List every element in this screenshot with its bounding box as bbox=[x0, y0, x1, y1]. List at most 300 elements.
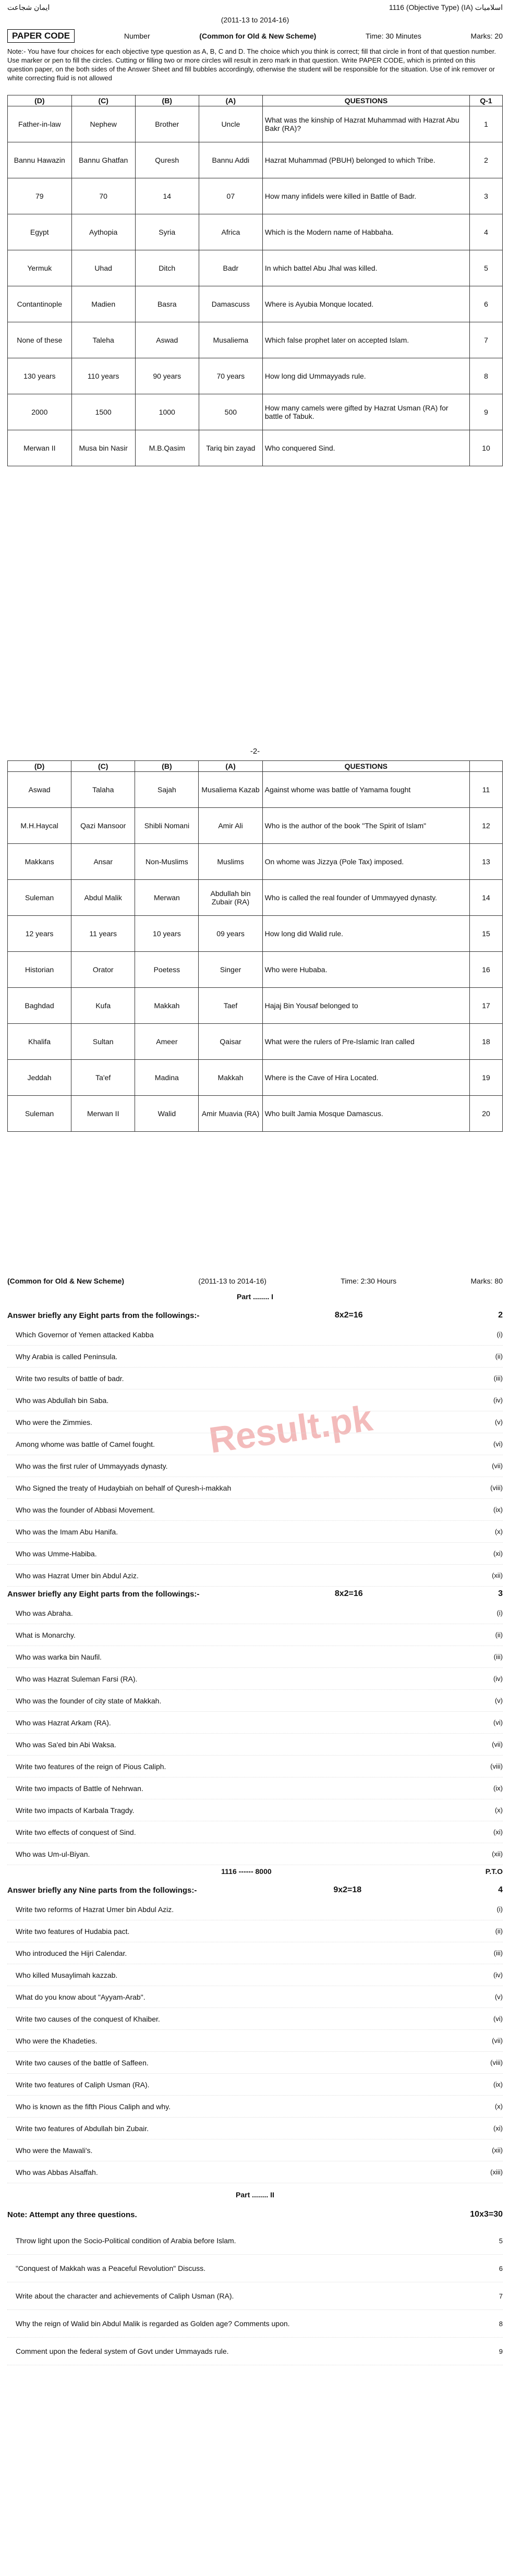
short-question-item bbox=[7, 2030, 503, 2052]
option-a: 500 bbox=[199, 394, 262, 430]
option-c: Ansar bbox=[71, 844, 135, 880]
option-d: 130 years bbox=[8, 358, 72, 394]
q4-heading: Answer briefly any Nine parts from the followings:- 9x2=18 4 bbox=[7, 1885, 503, 1895]
option-c: Taleha bbox=[71, 322, 135, 358]
short-question-item bbox=[7, 1821, 503, 1843]
col-qnum: Q-1 bbox=[470, 95, 503, 106]
mcq-table-1 bbox=[7, 95, 503, 466]
marks-label: Marks: 20 bbox=[470, 32, 503, 40]
item-numeral: (v) bbox=[494, 1697, 503, 1704]
short-question-item bbox=[7, 1777, 503, 1799]
part-2-note-line bbox=[7, 2207, 503, 2222]
question-number: 15 bbox=[469, 916, 502, 952]
short-question-text: Who was Hazrat Arkam (RA). bbox=[16, 1718, 111, 1727]
option-d: Jeddah bbox=[8, 1060, 71, 1096]
long-question-text: Why the reign of Walid bin Abdul Malik is regarded as Golden age? Comments upon. bbox=[16, 2319, 290, 2328]
short-question-text: Write two causes of the battle of Saffeen. bbox=[16, 2058, 149, 2067]
item-numeral: (ii) bbox=[495, 1352, 503, 1360]
mcq-row bbox=[8, 322, 503, 358]
short-question-text: Write two reforms of Hazrat Umer bin Abdul Aziz. bbox=[16, 1905, 174, 1914]
question-number: 10 bbox=[470, 430, 503, 466]
item-numeral: (vi) bbox=[493, 2015, 503, 2023]
question-number: 7 bbox=[470, 322, 503, 358]
option-b: Ameer bbox=[135, 1024, 199, 1060]
option-b: Madina bbox=[135, 1060, 199, 1096]
option-a: Singer bbox=[199, 952, 262, 988]
question-number: 8 bbox=[470, 358, 503, 394]
q3-list bbox=[7, 1602, 503, 1865]
option-c: Abdul Malik bbox=[71, 880, 135, 916]
short-question-text: Who was Abraha. bbox=[16, 1609, 73, 1617]
short-question-text: Who was Abdullah bin Saba. bbox=[16, 1396, 109, 1405]
option-c: Bannu Ghatfan bbox=[71, 142, 135, 178]
question-number: 6 bbox=[499, 2264, 503, 2272]
long-question-item bbox=[7, 2310, 503, 2338]
option-c: 110 years bbox=[71, 358, 135, 394]
option-b: 14 bbox=[135, 178, 199, 214]
q2-heading: Answer briefly any Eight parts from the followings:- 8x2=16 2 bbox=[7, 1311, 503, 1320]
short-question-text: Who was the founder of city state of Makkah. bbox=[16, 1696, 162, 1705]
short-question-item bbox=[7, 2139, 503, 2161]
short-question-text: Write two features of the reign of Pious Caliph. bbox=[16, 1762, 166, 1771]
question-text: How long did Ummayyads rule. bbox=[262, 358, 469, 394]
question-number: 5 bbox=[499, 2236, 503, 2245]
col-b: (B) bbox=[135, 95, 199, 106]
option-a: Muslims bbox=[199, 844, 262, 880]
short-question-text: Who were the Khadeties. bbox=[16, 2036, 98, 2045]
watermark: Result.pk bbox=[207, 1397, 375, 1461]
option-c: Uhad bbox=[71, 250, 135, 286]
short-question-text: Who was the first ruler of Ummayyads dynasty. bbox=[16, 1461, 168, 1470]
option-b: Syria bbox=[135, 214, 199, 250]
short-question-item bbox=[7, 1690, 503, 1712]
question-text: What was the kinship of Hazrat Muhammad with Hazrat Abu Bakr (RA)? bbox=[262, 106, 469, 142]
option-c: Sultan bbox=[71, 1024, 135, 1060]
item-numeral: (iv) bbox=[493, 1971, 503, 1979]
q3-marks: 8x2=16 bbox=[334, 1589, 363, 1598]
option-a: Makkah bbox=[199, 1060, 262, 1096]
short-question-item bbox=[7, 1799, 503, 1821]
short-question-item bbox=[7, 1565, 503, 1587]
question-number: 9 bbox=[499, 2347, 503, 2355]
question-number: 4 bbox=[470, 214, 503, 250]
col-a: (A) bbox=[199, 761, 262, 772]
option-c: Musa bin Nasir bbox=[71, 430, 135, 466]
short-question-text: Who was Hazrat Suleman Farsi (RA). bbox=[16, 1674, 138, 1683]
question-text: Which false prophet later on accepted Islam. bbox=[262, 322, 469, 358]
option-c: Kufa bbox=[71, 988, 135, 1024]
short-question-text: Why Arabia is called Peninsula. bbox=[16, 1352, 118, 1361]
mcq-row bbox=[8, 1096, 503, 1132]
mcq-row bbox=[8, 952, 503, 988]
short-question-item bbox=[7, 1920, 503, 1942]
question-number: 20 bbox=[469, 1096, 502, 1132]
question-text: Who conquered Sind. bbox=[262, 430, 469, 466]
q3-heading: Answer briefly any Eight parts from the followings:- 8x2=16 3 bbox=[7, 1589, 503, 1599]
item-numeral: (viii) bbox=[490, 2059, 503, 2066]
pto-label: P.T.O bbox=[485, 1867, 503, 1876]
question-text: Hazrat Muhammad (PBUH) belonged to which Tribe. bbox=[262, 142, 469, 178]
item-numeral: (ii) bbox=[495, 1631, 503, 1639]
short-question-text: Write two effects of conquest of Sind. bbox=[16, 1828, 136, 1836]
item-numeral: (ii) bbox=[495, 1927, 503, 1935]
short-question-item bbox=[7, 1712, 503, 1734]
short-question-item bbox=[7, 1368, 503, 1389]
mcq-row bbox=[8, 394, 503, 430]
question-text: Who is the author of the book "The Spirit of Islam" bbox=[262, 808, 469, 844]
question-text: In which battel Abu Jhal was killed. bbox=[262, 250, 469, 286]
short-question-item bbox=[7, 1433, 503, 1455]
short-question-item bbox=[7, 2052, 503, 2074]
short-question-text: Who was Hazrat Umer bin Abdul Aziz. bbox=[16, 1571, 139, 1580]
item-numeral: (iii) bbox=[493, 1949, 503, 1957]
option-b: Makkah bbox=[135, 988, 199, 1024]
option-a: Damascuss bbox=[199, 286, 262, 322]
mcq-table-2 bbox=[7, 760, 503, 1132]
option-a: Africa bbox=[199, 214, 262, 250]
option-a: Amir Ali bbox=[199, 808, 262, 844]
option-a: Musaliema Kazab bbox=[199, 772, 262, 808]
short-question-item bbox=[7, 1324, 503, 1346]
short-question-item bbox=[7, 2118, 503, 2139]
item-numeral: (ix) bbox=[493, 2081, 503, 2088]
item-numeral: (xi) bbox=[493, 1550, 503, 1557]
question-number: 7 bbox=[499, 2292, 503, 2300]
part-1-label: Part ........ I bbox=[236, 1292, 274, 1301]
option-d: Suleman bbox=[8, 880, 71, 916]
short-question-item bbox=[7, 1646, 503, 1668]
q4-marks: 9x2=18 bbox=[333, 1885, 362, 1894]
question-number: 19 bbox=[469, 1060, 502, 1096]
mcq-row bbox=[8, 250, 503, 286]
option-a: Tariq bin zayad bbox=[199, 430, 262, 466]
option-a: 07 bbox=[199, 178, 262, 214]
option-c: Talaha bbox=[71, 772, 135, 808]
time-label: Time: 30 Minutes bbox=[366, 32, 421, 40]
col-d: (D) bbox=[8, 761, 71, 772]
col-a: (A) bbox=[199, 95, 262, 106]
short-question-item bbox=[7, 1389, 503, 1411]
short-question-text: Who was warka bin Naufil. bbox=[16, 1652, 102, 1661]
option-a: 09 years bbox=[199, 916, 262, 952]
option-d: Historian bbox=[8, 952, 71, 988]
q3-title: Answer briefly any Eight parts from the followings:- bbox=[7, 1589, 200, 1599]
mcq-row bbox=[8, 844, 503, 880]
option-d: Egypt bbox=[8, 214, 72, 250]
question-number: 6 bbox=[470, 286, 503, 322]
short-question-item bbox=[7, 1964, 503, 1986]
part-2-label: Part ........ II bbox=[236, 2191, 274, 2199]
option-a: Uncle bbox=[199, 106, 262, 142]
short-question-item bbox=[7, 1734, 503, 1756]
short-question-text: Who were the Mawali's. bbox=[16, 2146, 93, 2155]
option-c: Madien bbox=[71, 286, 135, 322]
q2-title: Answer briefly any Eight parts from the followings:- bbox=[7, 1311, 200, 1320]
short-question-item bbox=[7, 2074, 503, 2096]
mcq-table-2-header bbox=[8, 761, 503, 772]
option-d: Suleman bbox=[8, 1096, 71, 1132]
part-2-marks: 10x3=30 bbox=[470, 2210, 503, 2219]
item-numeral: (xi) bbox=[493, 2124, 503, 2132]
option-c: Nephew bbox=[71, 106, 135, 142]
question-number: 2 bbox=[470, 142, 503, 178]
option-b: Brother bbox=[135, 106, 199, 142]
question-number: 14 bbox=[469, 880, 502, 916]
option-a: Badr bbox=[199, 250, 262, 286]
question-text: How many infidels were killed in Battle of Badr. bbox=[262, 178, 469, 214]
col-d: (D) bbox=[8, 95, 72, 106]
item-numeral: (v) bbox=[494, 1418, 503, 1426]
question-number: 11 bbox=[469, 772, 502, 808]
short-question-text: Among whome was battle of Camel fought. bbox=[16, 1440, 155, 1448]
short-question-item bbox=[7, 1455, 503, 1477]
option-c: 1500 bbox=[71, 394, 135, 430]
page-marker: -2- bbox=[250, 747, 260, 756]
mcq-row bbox=[8, 1024, 503, 1060]
q4-title: Answer briefly any Nine parts from the followings:- bbox=[7, 1885, 197, 1895]
question-text: Where is the Cave of Hira Located. bbox=[262, 1060, 469, 1096]
option-b: M.B.Qasim bbox=[135, 430, 199, 466]
question-text: What were the rulers of Pre-Islamic Iran called bbox=[262, 1024, 469, 1060]
short-question-item bbox=[7, 1624, 503, 1646]
item-numeral: (i) bbox=[496, 1331, 503, 1338]
option-a: Bannu Addi bbox=[199, 142, 262, 178]
mcq-row bbox=[8, 106, 503, 142]
option-b: Basra bbox=[135, 286, 199, 322]
item-numeral: (x) bbox=[494, 2102, 503, 2110]
paper-code-value: Number bbox=[124, 32, 150, 40]
long-question-item bbox=[7, 2255, 503, 2282]
col-questions: QUESTIONS bbox=[262, 761, 469, 772]
q4-list bbox=[7, 1898, 503, 2183]
short-question-item bbox=[7, 1898, 503, 1920]
short-question-text: Who was the founder of Abbasi Movement. bbox=[16, 1505, 155, 1514]
option-c: Aythopia bbox=[71, 214, 135, 250]
option-c: 11 years bbox=[71, 916, 135, 952]
question-number: 18 bbox=[469, 1024, 502, 1060]
part-2-note: Note: Attempt any three questions. bbox=[7, 2210, 137, 2219]
item-numeral: (vi) bbox=[493, 1440, 503, 1448]
item-numeral: (v) bbox=[494, 1993, 503, 2001]
option-b: Merwan bbox=[135, 880, 199, 916]
mcq-row bbox=[8, 358, 503, 394]
option-a: Musaliema bbox=[199, 322, 262, 358]
item-numeral: (vii) bbox=[492, 1740, 503, 1748]
mcq-row bbox=[8, 142, 503, 178]
long-question-text: Comment upon the federal system of Govt under Ummayads rule. bbox=[16, 2347, 229, 2355]
item-numeral: (x) bbox=[494, 1528, 503, 1535]
header-code-line: 1116 (Objective Type) (IA) اسلامیات bbox=[389, 3, 503, 11]
option-d: Makkans bbox=[8, 844, 71, 880]
short-question-text: Who was Um-ul-Biyan. bbox=[16, 1849, 90, 1858]
option-d: M.H.Haycal bbox=[8, 808, 71, 844]
header-meta-line bbox=[7, 29, 503, 43]
option-d: 79 bbox=[8, 178, 72, 214]
question-number: 8 bbox=[499, 2319, 503, 2328]
short-question-item bbox=[7, 2008, 503, 2030]
short-question-text: Who Signed the treaty of Hudaybiah on behalf of Quresh-i-makkah bbox=[16, 1483, 232, 1492]
short-question-text: What is Monarchy. bbox=[16, 1630, 76, 1639]
mcq-table-1-header bbox=[8, 95, 503, 106]
subjective-scheme: (Common for Old & New Scheme) bbox=[7, 1277, 125, 1285]
mcq-row bbox=[8, 286, 503, 322]
option-d: Khalifa bbox=[8, 1024, 71, 1060]
question-text: Who were Hubaba. bbox=[262, 952, 469, 988]
question-text: Which is the Modern name of Habbaha. bbox=[262, 214, 469, 250]
mcq-row bbox=[8, 1060, 503, 1096]
option-b: Walid bbox=[135, 1096, 199, 1132]
short-question-text: Who killed Musaylimah kazzab. bbox=[16, 1970, 118, 1979]
option-d: None of these bbox=[8, 322, 72, 358]
option-d: Baghdad bbox=[8, 988, 71, 1024]
option-c: 70 bbox=[71, 178, 135, 214]
question-number: 1 bbox=[470, 106, 503, 142]
question-number: 13 bbox=[469, 844, 502, 880]
question-text: Who built Jamia Mosque Damascus. bbox=[262, 1096, 469, 1132]
long-question-item bbox=[7, 2338, 503, 2365]
short-question-item bbox=[7, 1843, 503, 1865]
option-a: Qaisar bbox=[199, 1024, 262, 1060]
question-text: On whome was Jizzya (Pole Tax) imposed. bbox=[262, 844, 469, 880]
question-text: Who is called the real founder of Ummayyed dynasty. bbox=[262, 880, 469, 916]
question-text: How many camels were gifted by Hazrat Usman (RA) for battle of Tabuk. bbox=[262, 394, 469, 430]
long-question-text: Write about the character and achievements of Caliph Usman (RA). bbox=[16, 2292, 234, 2300]
mcq-row bbox=[8, 988, 503, 1024]
option-c: Ta'ef bbox=[71, 1060, 135, 1096]
question-number: 12 bbox=[469, 808, 502, 844]
option-d: Yermuk bbox=[8, 250, 72, 286]
short-question-item bbox=[7, 1543, 503, 1565]
item-numeral: (i) bbox=[496, 1905, 503, 1913]
option-a: Abdullah bin Zubair (RA) bbox=[199, 880, 262, 916]
question-number: 3 bbox=[470, 178, 503, 214]
long-question-text: Throw light upon the Socio-Political condition of Arabia before Islam. bbox=[16, 2236, 236, 2245]
short-question-item bbox=[7, 1942, 503, 1964]
subjective-marks: Marks: 80 bbox=[470, 1277, 503, 1285]
option-d: 2000 bbox=[8, 394, 72, 430]
header-corner: ایمان شجاعت bbox=[7, 3, 50, 11]
item-numeral: (xii) bbox=[492, 1850, 503, 1858]
short-question-text: Write two impacts of Karbala Tragdy. bbox=[16, 1806, 135, 1815]
short-question-item bbox=[7, 2161, 503, 2183]
part-2-list bbox=[7, 2227, 503, 2365]
option-b: Quresh bbox=[135, 142, 199, 178]
col-questions: QUESTIONS bbox=[262, 95, 469, 106]
col-b: (B) bbox=[135, 761, 199, 772]
short-question-item bbox=[7, 1521, 503, 1543]
short-question-text: Who was Umme-Habiba. bbox=[16, 1549, 97, 1558]
short-question-text: Who introduced the Hijri Calendar. bbox=[16, 1949, 127, 1957]
short-question-item bbox=[7, 1986, 503, 2008]
scheme-label: (Common for Old & New Scheme) bbox=[199, 32, 317, 40]
question-number: 9 bbox=[470, 394, 503, 430]
q2-list bbox=[7, 1324, 503, 1587]
option-b: 10 years bbox=[135, 916, 199, 952]
option-b: 1000 bbox=[135, 394, 199, 430]
mcq-row bbox=[8, 214, 503, 250]
short-question-text: What do you know about "Ayyam-Arab". bbox=[16, 1992, 146, 2001]
question-number: 17 bbox=[469, 988, 502, 1024]
mcq-row bbox=[8, 772, 503, 808]
mcq-row bbox=[8, 808, 503, 844]
mcq-row bbox=[8, 430, 503, 466]
option-c: Qazi Mansoor bbox=[71, 808, 135, 844]
item-numeral: (vii) bbox=[492, 2037, 503, 2045]
item-numeral: (xii) bbox=[492, 1571, 503, 1579]
item-numeral: (ix) bbox=[493, 1506, 503, 1514]
header-session: (2011-13 to 2014-16) bbox=[221, 16, 289, 24]
long-question-item bbox=[7, 2282, 503, 2310]
item-numeral: (viii) bbox=[490, 1762, 503, 1770]
item-numeral: (iii) bbox=[493, 1374, 503, 1382]
short-question-item bbox=[7, 1668, 503, 1690]
option-b: 90 years bbox=[135, 358, 199, 394]
short-question-text: Who was the Imam Abu Hanifa. bbox=[16, 1527, 118, 1536]
option-d: 12 years bbox=[8, 916, 71, 952]
short-question-text: Who was Sa'ed bin Abi Waksa. bbox=[16, 1740, 116, 1749]
question-text: Against whome was battle of Yamama fought bbox=[262, 772, 469, 808]
subjective-header bbox=[7, 1277, 503, 1289]
mcq-row bbox=[8, 916, 503, 952]
option-d: Contantinople bbox=[8, 286, 72, 322]
mcq-row bbox=[8, 178, 503, 214]
subjective-time: Time: 2:30 Hours bbox=[341, 1277, 397, 1285]
col-c: (C) bbox=[71, 761, 135, 772]
question-text: How long did Walid rule. bbox=[262, 916, 469, 952]
question-text: Where is Ayubia Monque located. bbox=[262, 286, 469, 322]
short-question-text: Write two impacts of Battle of Nehrwan. bbox=[16, 1784, 143, 1793]
option-b: Poetess bbox=[135, 952, 199, 988]
question-text: Hajaj Bin Yousaf belonged to bbox=[262, 988, 469, 1024]
short-question-item bbox=[7, 1756, 503, 1777]
item-numeral: (i) bbox=[496, 1609, 503, 1617]
short-question-item bbox=[7, 1477, 503, 1499]
item-numeral: (xii) bbox=[492, 2146, 503, 2154]
item-numeral: (iii) bbox=[493, 1653, 503, 1661]
subjective-session: (2011-13 to 2014-16) bbox=[198, 1277, 266, 1285]
short-question-text: Write two causes of the conquest of Khaiber. bbox=[16, 2014, 160, 2023]
option-d: Merwan II bbox=[8, 430, 72, 466]
question-number: 16 bbox=[469, 952, 502, 988]
option-d: Aswad bbox=[8, 772, 71, 808]
short-question-text: Who was Abbas Alsaffah. bbox=[16, 2168, 98, 2176]
item-numeral: (vii) bbox=[492, 1462, 503, 1470]
option-a: Taef bbox=[199, 988, 262, 1024]
long-question-item bbox=[7, 2227, 503, 2255]
item-numeral: (x) bbox=[494, 1806, 503, 1814]
option-a: Amir Muavia (RA) bbox=[199, 1096, 262, 1132]
short-question-item bbox=[7, 2096, 503, 2118]
item-numeral: (xiii) bbox=[490, 2168, 503, 2176]
short-question-text: Who is known as the fifth Pious Caliph and why. bbox=[16, 2102, 171, 2111]
short-question-item bbox=[7, 1346, 503, 1368]
option-d: Bannu Hawazin bbox=[8, 142, 72, 178]
paper-code-label: PAPER CODE bbox=[7, 29, 75, 43]
q2-marks: 8x2=16 bbox=[334, 1311, 363, 1320]
item-numeral: (xi) bbox=[493, 1828, 503, 1836]
option-b: Shibli Nomani bbox=[135, 808, 199, 844]
short-question-text: Who were the Zimmies. bbox=[16, 1418, 93, 1426]
mid-page-line bbox=[7, 1867, 503, 1879]
option-d: Father-in-law bbox=[8, 106, 72, 142]
item-numeral: (vi) bbox=[493, 1719, 503, 1726]
short-question-item bbox=[7, 1602, 503, 1624]
col-qnum bbox=[469, 761, 502, 772]
item-numeral: (iv) bbox=[493, 1675, 503, 1683]
col-c: (C) bbox=[71, 95, 135, 106]
short-question-text: Which Governor of Yemen attacked Kabba bbox=[16, 1330, 154, 1339]
page-code-mid: 1116 ------ 8000 bbox=[221, 1867, 272, 1876]
